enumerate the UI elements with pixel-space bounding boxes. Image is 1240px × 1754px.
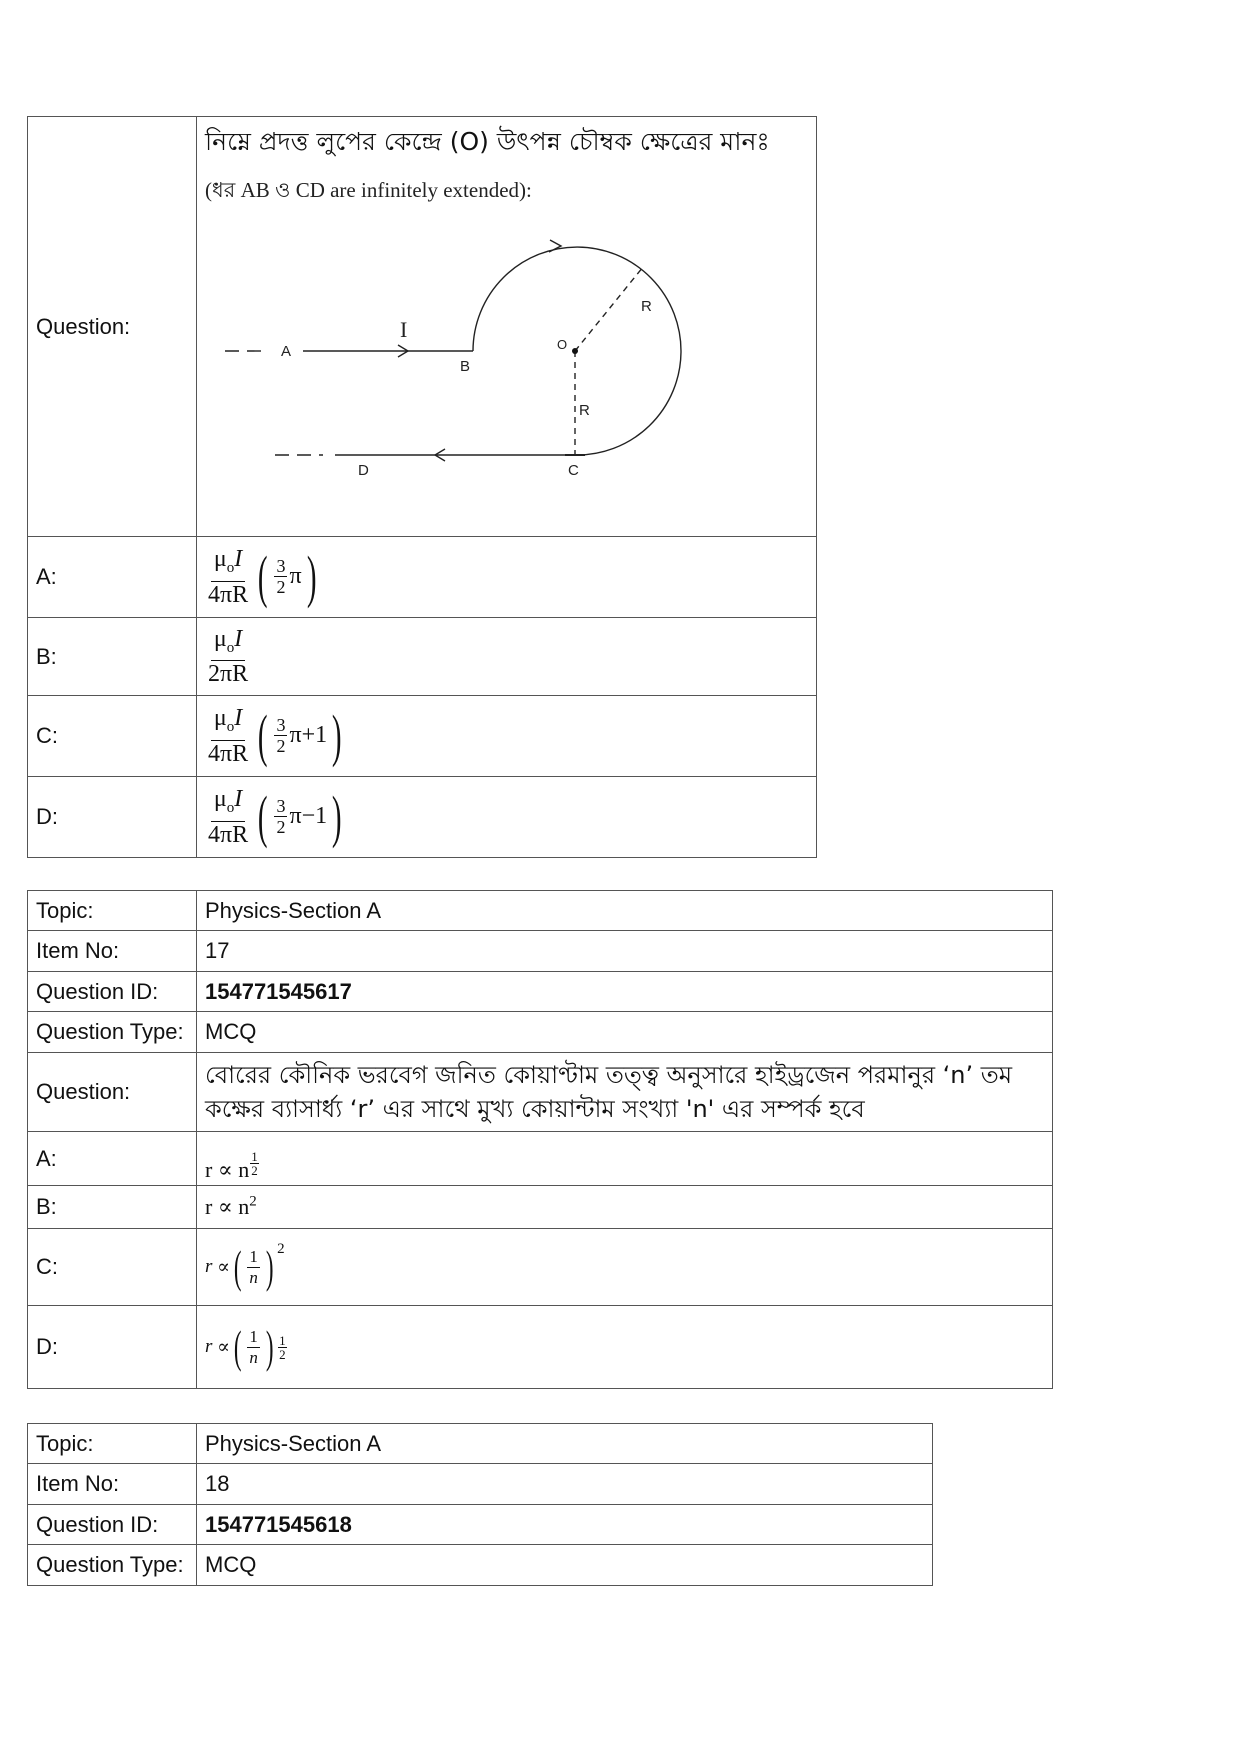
question-id-value: 154771545618 xyxy=(197,1505,933,1545)
question-label: Question: xyxy=(28,1053,197,1132)
question-16-subtext: (ধর AB ও CD are infinitely extended): xyxy=(205,178,532,202)
option-a-label: A: xyxy=(28,1132,197,1186)
question-17-text: বোরের কৌনিক ভরবেগ জনিত কোয়াণ্টাম তত্ত্ব অনুসারে হাইড্রজেন পরমানুর ‘n’ তম কক্ষের ব্যাসার্ধ্য ‘r’ এর সাথে মুখ্য কোয়ান্টাম সংখ্যা 'n' এর সম্পর্ক হবে xyxy=(197,1053,1053,1132)
question-id-label: Question ID: xyxy=(28,972,197,1012)
question-type-value: MCQ xyxy=(197,1545,933,1586)
option-c-formula: $\frac{\mu_oI}{4\pi R}$ ( $\frac{3}{2}$ π +1 ) xyxy=(197,696,817,777)
question-type-value: MCQ xyxy=(197,1012,1053,1053)
radius-line-1 xyxy=(575,267,643,351)
question-id-label: Question ID: xyxy=(28,1505,197,1545)
topic-label: Topic: xyxy=(28,1424,197,1464)
item-no-value: 17 xyxy=(197,931,1053,972)
option-a-label: A: xyxy=(28,537,197,618)
option-b-label: B: xyxy=(28,618,197,696)
topic-value: Physics-Section A xyxy=(197,891,1053,931)
label-r-upper: R xyxy=(641,298,652,315)
center-point xyxy=(572,348,578,354)
question-16-table xyxy=(27,116,817,858)
question-label: Question: xyxy=(28,117,197,537)
topic-value: Physics-Section A xyxy=(197,1424,933,1464)
question-id-value: 154771545617 xyxy=(197,972,1053,1012)
item-no-label: Item No: xyxy=(28,1464,197,1505)
option-c-label: C: xyxy=(28,696,197,777)
option-c-formula: r ∝ ( $\frac{1}{n}$ ) $^2$ xyxy=(197,1229,1053,1306)
label-current: I xyxy=(400,317,408,342)
option-b-formula: $\frac{\mu_oI}{2\pi R}$ xyxy=(197,618,817,696)
option-d-label: D: xyxy=(28,1306,197,1389)
item-no-value: 18 xyxy=(197,1464,933,1505)
label-d: D xyxy=(358,462,369,479)
question-16-text: নিম্নে প্রদত্ত লুপের কেন্দ্রে (O) উৎপন্ন চৌম্বক ক্ষেত্রের মানঃ xyxy=(205,127,770,156)
option-d-label: D: xyxy=(28,777,197,858)
topic-label: Topic: xyxy=(28,891,197,931)
option-c-label: C: xyxy=(28,1229,197,1306)
option-b-label: B: xyxy=(28,1186,197,1229)
label-o: O xyxy=(557,337,568,352)
option-a-formula: $\frac{\mu_oI}{4\pi R}$ ( $\frac{3}{2}$ π ) xyxy=(197,537,817,618)
question-16-cell xyxy=(197,117,817,537)
item-no-label: Item No: xyxy=(28,931,197,972)
question-type-label: Question Type: xyxy=(28,1012,197,1053)
option-b-formula: $r \propto n^2$ xyxy=(197,1186,1053,1229)
option-d-formula: r ∝ ( $\frac{1}{n}$ ) $\frac{1}{2}$ xyxy=(197,1306,1053,1389)
option-a-formula: r ∝ n $\frac{1}{2}$ xyxy=(197,1132,1053,1186)
label-r-lower: R xyxy=(579,402,590,419)
question-type-label: Question Type: xyxy=(28,1545,197,1586)
question-18-table xyxy=(27,1423,933,1586)
label-a: A xyxy=(281,343,292,360)
question-17-table xyxy=(27,890,1053,1389)
label-c: C xyxy=(568,462,579,479)
circuit-loop-diagram xyxy=(205,209,785,499)
option-d-formula: $\frac{\mu_oI}{4\pi R}$ ( $\frac{3}{2}$ π −1 ) xyxy=(197,777,817,858)
label-b: B xyxy=(460,358,471,375)
